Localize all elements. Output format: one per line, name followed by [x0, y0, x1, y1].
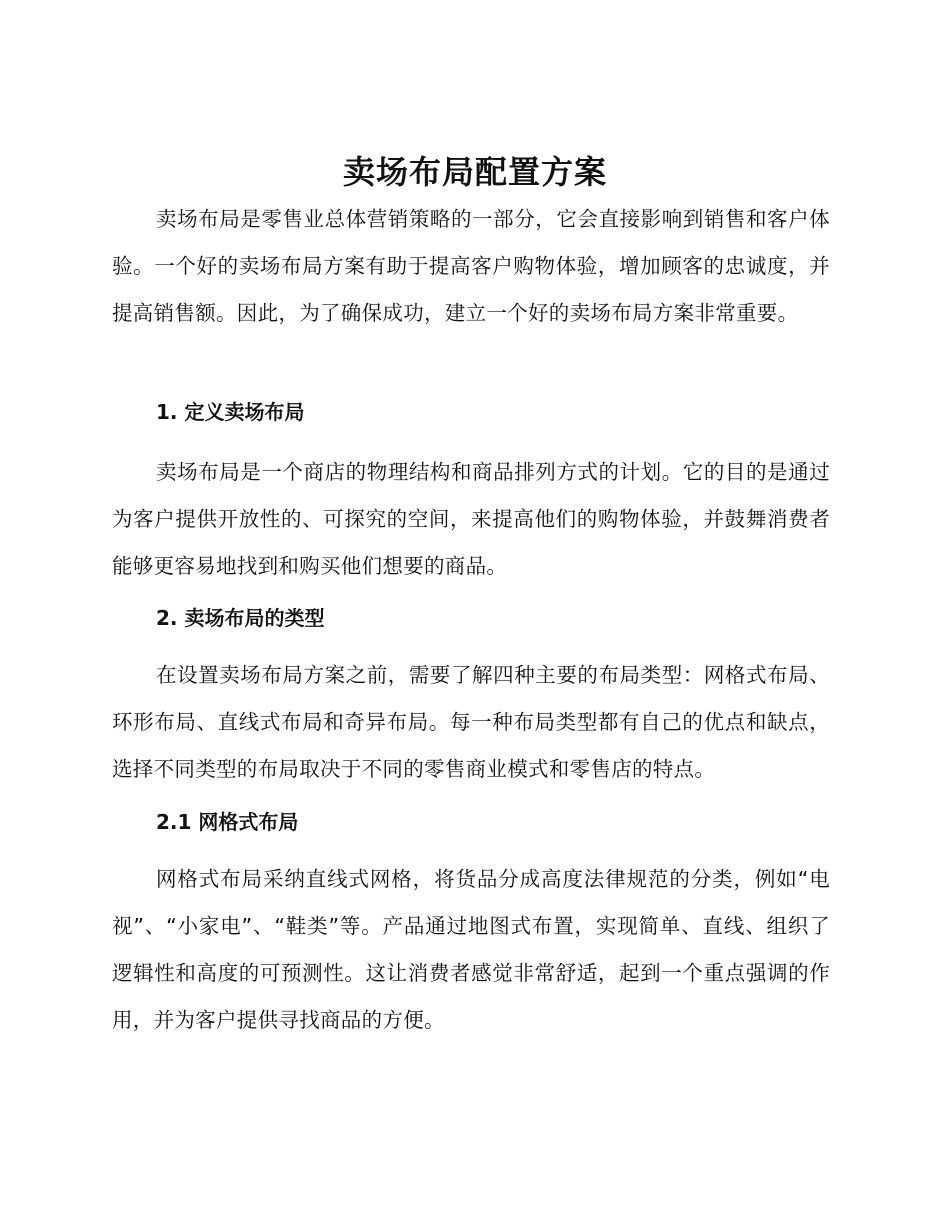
- section-paragraph-define-layout: 卖场布局是一个商店的物理结构和商品排列方式的计划。它的目的是通过为客户提供开放性的、可探究的空间，来提高他们的购物体验，并鼓舞消费者能够更容易地找到和购买他们想要的商品。: [112, 460, 830, 578]
- section-heading-define-layout: 1. 定义卖场布局: [156, 400, 305, 424]
- document-title: 卖场布局配置方案: [342, 153, 607, 191]
- section-paragraph-layout-types: 在设置卖场布局方案之前，需要了解四种主要的布局类型：网格式布局、环形布局、直线式布局和奇异布局。每一种布局类型都有自己的优点和缺点，选择不同类型的布局取决于不同的零售商业模式和零售店的特点。: [112, 663, 830, 781]
- section-heading-layout-types: 2. 卖场布局的类型: [156, 606, 325, 630]
- section-paragraph-grid-layout: 网格式布局采纳直线式网格，将货品分成高度法律规范的分类，例如“电视”、“小家电”、“鞋类”等。产品通过地图式布置，实现简单、直线、组织了逻辑性和高度的可预测性。这让消费者感觉非常舒适，起到一个重点强调的作用，并为客户提供寻找商品的方便。: [112, 867, 830, 1032]
- section-heading-grid-layout: 2.1 网格式布局: [156, 810, 299, 834]
- intro-paragraph: 卖场布局是零售业总体营销策略的一部分，它会直接影响到销售和客户体验。一个好的卖场布局方案有助于提高客户购物体验，增加顾客的忠诚度，并提高销售额。因此，为了确保成功，建立一个好的卖场布局方案非常重要。: [112, 207, 830, 325]
